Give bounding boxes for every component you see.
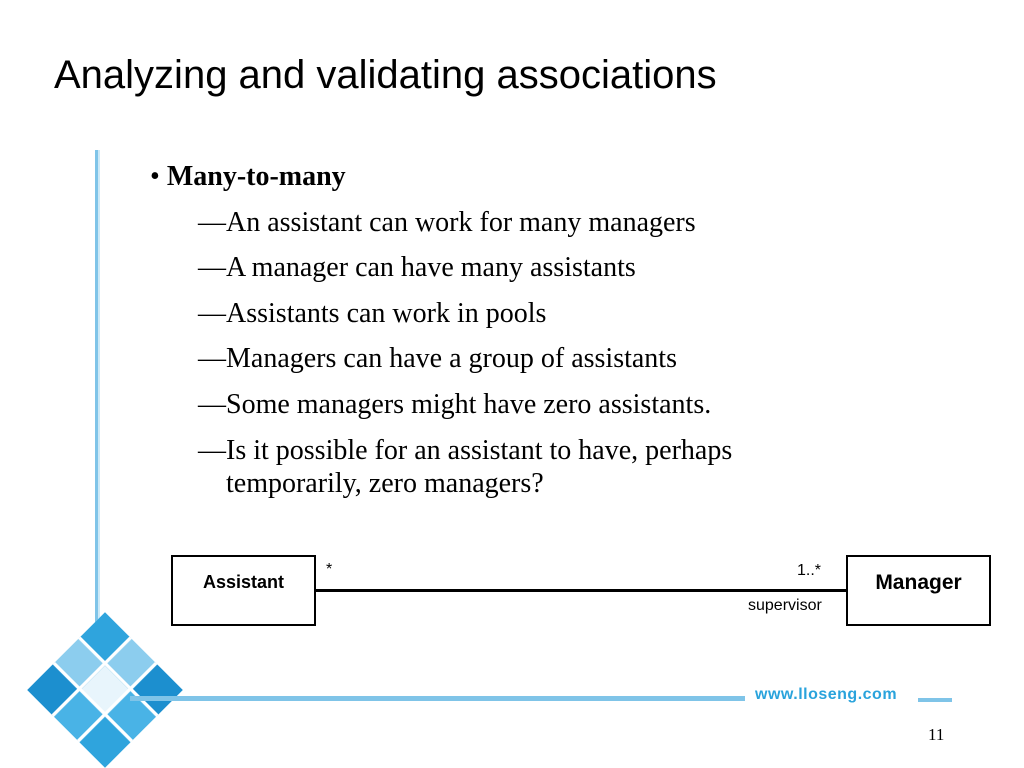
sub-item: —Managers can have a group of assistants [198,343,677,375]
association-line [316,589,846,592]
slide-title: Analyzing and validating associations [54,53,717,97]
footer-accent-line-end [918,698,952,702]
vertical-accent-line-highlight [98,150,100,710]
sub-item: —Is it possible for an assistant to have, perhaps temporarily, zero managers? [198,434,733,500]
uml-class-manager: Manager [846,555,991,626]
uml-class-assistant: Assistant [171,555,316,626]
bullet-item: • Many-to-many [150,161,346,192]
sub-item: —Some managers might have zero assistants. [198,388,712,420]
page-number: 11 [928,725,945,744]
role-name-right: supervisor [748,597,822,614]
sub-item: —Assistants can work in pools [198,297,547,329]
sub-item: —An assistant can work for many managers [198,206,696,238]
multiplicity-right: 1..* [797,562,822,579]
bullet-heading: Many-to-many [166,161,346,192]
footer-accent-line [130,696,745,701]
footer-url[interactable]: www.lloseng.com [755,686,898,703]
multiplicity-left: * [326,561,333,578]
sub-item: —A manager can have many assistants [198,252,636,284]
bullet-list [150,160,870,513]
